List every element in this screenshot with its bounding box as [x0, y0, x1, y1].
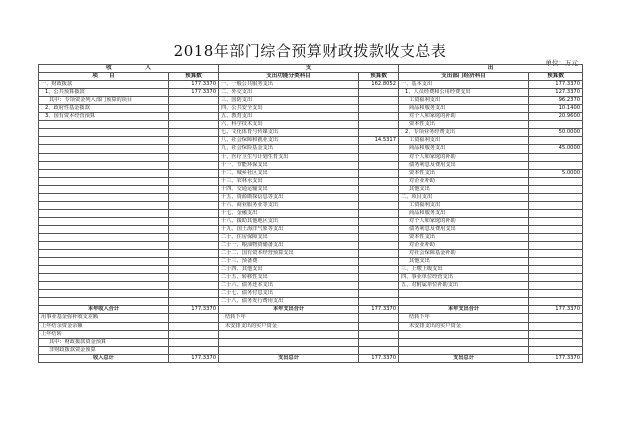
- econ-subject: 工资福利支出: [399, 97, 529, 105]
- econ-subject: 对社会保障基金补助: [399, 250, 529, 258]
- expense-header: 支: [219, 65, 399, 73]
- econ-subject: 对企业补助: [399, 242, 529, 250]
- func-subject: 二十七、债务付息支出: [219, 290, 359, 298]
- income-value: [169, 137, 219, 145]
- income-value: [169, 201, 219, 209]
- econ-value: [529, 177, 583, 185]
- income-value: [169, 242, 219, 250]
- header-row-columns: [39, 73, 583, 81]
- income-item: 用事业基金弥补收支差额: [39, 314, 169, 322]
- func-subject: 九、社会保险基金支出: [219, 145, 359, 153]
- income-item: [39, 137, 169, 145]
- income-value: [169, 266, 219, 274]
- func-subject: 二十三、预备费: [219, 258, 359, 266]
- income-value: 177.3370: [169, 89, 219, 97]
- econ-subject: 债务利息及费用支出: [399, 225, 529, 233]
- func-value: [359, 97, 399, 105]
- income-value: [169, 209, 219, 217]
- extra-row: [39, 346, 583, 354]
- income-item: 上年结转: [39, 330, 169, 338]
- econ-subject: 未安排支出的实户资金: [399, 322, 529, 330]
- func-value: [359, 225, 399, 233]
- income-item: [39, 282, 169, 290]
- page-title: 2018年部门综合预算财政拨款收支总表: [173, 42, 447, 60]
- econ-value: [529, 250, 583, 258]
- func-subject: [219, 330, 359, 338]
- econ-subject: 三、上缴上级支出: [399, 266, 529, 274]
- econ-value: [529, 322, 583, 330]
- expense-header-2: 出: [399, 65, 583, 73]
- func-value: [359, 330, 399, 338]
- income-item: [39, 258, 169, 266]
- econ-value: 5.0000: [529, 169, 583, 177]
- econ-subject: [399, 298, 529, 306]
- table-row: [39, 145, 583, 153]
- income-item: 其中：专项资金列入部门预算的项目: [39, 97, 169, 105]
- table-row: [39, 282, 583, 290]
- func-subject: 十五、资源勘探信息等支出: [219, 193, 359, 201]
- func-subject: 十四、交通运输支出: [219, 185, 359, 193]
- table-row: [39, 250, 583, 258]
- func-subject: 二十四、其他支出: [219, 266, 359, 274]
- income-value: [169, 274, 219, 282]
- econ-subject: 四、事业单位经营支出: [399, 274, 529, 282]
- income-value: [169, 322, 219, 330]
- func-value: [359, 185, 399, 193]
- income-value: [169, 113, 219, 121]
- econ-subject: 工资福利支出: [399, 201, 529, 209]
- table-row: [39, 193, 583, 201]
- func-value: [359, 258, 399, 266]
- income-value: [169, 121, 219, 129]
- func-subject: 十一、节能环保支出: [219, 161, 359, 169]
- table-row: [39, 81, 583, 89]
- func-value: [359, 242, 399, 250]
- func-value: [359, 266, 399, 274]
- func-subject: 二、外交支出: [219, 89, 359, 97]
- table-row: [39, 274, 583, 282]
- func-subject: 二十八、债务发行费用支出: [219, 298, 359, 306]
- func-value: [359, 274, 399, 282]
- func-value: [359, 129, 399, 137]
- econ-subject: 五、对附属单位补助支出: [399, 282, 529, 290]
- func-subject: 五、教育支出: [219, 113, 359, 121]
- econ-value: [529, 185, 583, 193]
- func-subject: 二十二、国有资本经营预算支出: [219, 250, 359, 258]
- income-value: [169, 105, 219, 113]
- func-value: [359, 177, 399, 185]
- income-item: [39, 193, 169, 201]
- econ-total-label: 本年支出合计: [399, 306, 529, 314]
- func-subject: 七、文化体育与传媒支出: [219, 129, 359, 137]
- income-total-value: 177.3370: [169, 354, 219, 362]
- unit-label: 单位：万元: [545, 59, 578, 67]
- econ-value: 50.0000: [529, 129, 583, 137]
- income-value: [169, 346, 219, 354]
- econ-value: 177.3370: [529, 81, 583, 89]
- income-item: [39, 169, 169, 177]
- func-subject: 四、公共安全支出: [219, 105, 359, 113]
- econ-subject: 对企业补助: [399, 177, 529, 185]
- income-value: [169, 97, 219, 105]
- header-row-top: [39, 65, 583, 73]
- total-row: [39, 306, 583, 314]
- income-item: [39, 250, 169, 258]
- income-item: [39, 121, 169, 129]
- income-value: [169, 338, 219, 346]
- func-subject: 十九、国土海洋气象等支出: [219, 225, 359, 233]
- table-row: [39, 242, 583, 250]
- econ-value: [529, 153, 583, 161]
- income-item: [39, 290, 169, 298]
- table-row: [39, 161, 583, 169]
- income-item: 其中：财政拨款资金预算: [39, 338, 169, 346]
- econ-subject: 对个人和家庭的补助: [399, 113, 529, 121]
- income-item: 3、国有资本经营预算: [39, 113, 169, 121]
- col-budget-3: 预算数: [529, 73, 583, 81]
- econ-value: [529, 258, 583, 266]
- econ-value: [529, 282, 583, 290]
- func-subject: 二十一、粮油物资储备支出: [219, 242, 359, 250]
- econ-total-value: 177.3370: [529, 354, 583, 362]
- func-value: [359, 314, 399, 322]
- func-value: [359, 282, 399, 290]
- income-item: 1、公共预算拨款: [39, 89, 169, 97]
- func-value: [359, 233, 399, 241]
- econ-value: [529, 290, 583, 298]
- income-item: [39, 233, 169, 241]
- econ-value: [529, 193, 583, 201]
- income-item: [39, 217, 169, 225]
- func-value: [359, 161, 399, 169]
- col-econ-subject: 支出部门经济科目: [399, 73, 529, 81]
- table-row: [39, 225, 583, 233]
- income-item: 2、政府性基金拨款: [39, 105, 169, 113]
- table-row: [39, 201, 583, 209]
- grand-total-row: [39, 354, 583, 362]
- econ-subject: 其他支出: [399, 258, 529, 266]
- income-item: [39, 201, 169, 209]
- func-subject: 十二、城乡社区支出: [219, 169, 359, 177]
- income-item: [39, 185, 169, 193]
- income-value: [169, 177, 219, 185]
- func-subject: [219, 338, 359, 346]
- expense-total-value: 177.3370: [359, 354, 399, 362]
- func-value: [359, 113, 399, 121]
- extra-row: [39, 330, 583, 338]
- econ-subject: 结转下年: [399, 314, 529, 322]
- econ-subject: 2、专项业务经费支出: [399, 129, 529, 137]
- col-func-subject: 支出功能分类科目: [219, 73, 359, 81]
- econ-value: [529, 346, 583, 354]
- econ-subject: 资本性支出: [399, 169, 529, 177]
- econ-subject: 商品和服务支出: [399, 209, 529, 217]
- econ-subject: 商品和服务支出: [399, 105, 529, 113]
- func-value: [359, 250, 399, 258]
- econ-subject: 对个人和家庭的补助: [399, 217, 529, 225]
- income-value: [169, 233, 219, 241]
- income-item: [39, 145, 169, 153]
- func-subject: 二十六、债务还本支出: [219, 282, 359, 290]
- expense-total-label: 本年支出合计: [219, 306, 359, 314]
- table-row: [39, 209, 583, 217]
- income-value: [169, 258, 219, 266]
- econ-value: [529, 121, 583, 129]
- table-row: [39, 113, 583, 121]
- func-value: 162.8052: [359, 81, 399, 89]
- func-subject: 十八、援助其他地区支出: [219, 217, 359, 225]
- econ-subject: 对个人和家庭的补助: [399, 153, 529, 161]
- table-row: [39, 233, 583, 241]
- income-value: [169, 298, 219, 306]
- econ-value: 45.0000: [529, 145, 583, 153]
- func-value: [359, 201, 399, 209]
- econ-value: [529, 242, 583, 250]
- func-subject: 二十五、转移性支出: [219, 274, 359, 282]
- func-subject: 十三、农林水支出: [219, 177, 359, 185]
- func-value: [359, 145, 399, 153]
- func-value: [359, 298, 399, 306]
- table-row: [39, 121, 583, 129]
- func-subject: 十、医疗卫生与计划生育支出: [219, 153, 359, 161]
- func-subject: [219, 346, 359, 354]
- econ-value: [529, 225, 583, 233]
- econ-subject: 商品和服务支出: [399, 145, 529, 153]
- econ-value: [529, 266, 583, 274]
- income-item: [39, 209, 169, 217]
- econ-subject: [399, 330, 529, 338]
- table-row: [39, 258, 583, 266]
- func-value: [359, 89, 399, 97]
- extra-row: [39, 338, 583, 346]
- income-total-label: 本年收入合计: [39, 306, 169, 314]
- income-value: [169, 161, 219, 169]
- func-subject: 十六、商业服务业等支出: [219, 201, 359, 209]
- econ-value: [529, 161, 583, 169]
- econ-value: [529, 217, 583, 225]
- func-value: [359, 346, 399, 354]
- table-row: [39, 290, 583, 298]
- income-item: [39, 177, 169, 185]
- func-value: [359, 338, 399, 346]
- econ-subject: 债务利息及费用支出: [399, 161, 529, 169]
- table-row: [39, 177, 583, 185]
- econ-value: [529, 338, 583, 346]
- func-value: 14.5317: [359, 137, 399, 145]
- func-value: [359, 121, 399, 129]
- income-item: [39, 161, 169, 169]
- table-row: [39, 97, 583, 105]
- econ-value: [529, 314, 583, 322]
- func-subject: 八、社会保障和就业支出: [219, 137, 359, 145]
- income-item: [39, 129, 169, 137]
- table-row: [39, 89, 583, 97]
- income-header: 收 入: [39, 65, 219, 73]
- income-value: [169, 314, 219, 322]
- econ-value: [529, 209, 583, 217]
- func-subject: 六、科学技术支出: [219, 121, 359, 129]
- econ-value: 96.2370: [529, 97, 583, 105]
- income-item: 一、财政拨款: [39, 81, 169, 89]
- func-value: [359, 153, 399, 161]
- econ-subject: [399, 346, 529, 354]
- func-value: [359, 217, 399, 225]
- econ-subject: 资本性支出: [399, 121, 529, 129]
- income-value: [169, 129, 219, 137]
- table-row: [39, 137, 583, 145]
- table-row: [39, 298, 583, 306]
- extra-row: [39, 322, 583, 330]
- econ-value: [529, 137, 583, 145]
- income-value: [169, 282, 219, 290]
- expense-total-label: 支出总计: [219, 354, 359, 362]
- func-subject: 十七、金融支出: [219, 209, 359, 217]
- table-row: [39, 129, 583, 137]
- income-value: [169, 145, 219, 153]
- econ-subject: 工资福利支出: [399, 137, 529, 145]
- func-value: [359, 290, 399, 298]
- econ-value: 127.3370: [529, 89, 583, 97]
- income-value: [169, 217, 219, 225]
- econ-total-label: 支出总计: [399, 354, 529, 362]
- econ-value: [529, 233, 583, 241]
- col-budget: 预算数: [169, 73, 219, 81]
- income-value: [169, 225, 219, 233]
- econ-subject: 其他支出: [399, 185, 529, 193]
- income-value: [169, 153, 219, 161]
- income-item: [39, 153, 169, 161]
- func-subject: 结转下年: [219, 314, 359, 322]
- income-item: 上年结余资金余额: [39, 322, 169, 330]
- income-item: [39, 274, 169, 282]
- extra-row: [39, 314, 583, 322]
- income-value: [169, 169, 219, 177]
- table-row: [39, 153, 583, 161]
- econ-value: [529, 274, 583, 282]
- econ-subject: 一、基本支出: [399, 81, 529, 89]
- income-value: [169, 330, 219, 338]
- econ-value: [529, 201, 583, 209]
- income-item: 非财政拨款资金预算: [39, 346, 169, 354]
- income-value: 177.3370: [169, 81, 219, 89]
- income-value: [169, 193, 219, 201]
- econ-subject: 1、人员经费和公用经费支出: [399, 89, 529, 97]
- income-item: [39, 298, 169, 306]
- econ-value: 20.9600: [529, 113, 583, 121]
- func-subject: 三、国防支出: [219, 97, 359, 105]
- table-row: [39, 266, 583, 274]
- func-subject: 一、一般公共服务支出: [219, 81, 359, 89]
- income-value: [169, 185, 219, 193]
- col-item: 项 目: [39, 73, 169, 81]
- func-value: [359, 169, 399, 177]
- income-item: [39, 242, 169, 250]
- func-subject: 未安排支出的实户资金: [219, 322, 359, 330]
- econ-total-value: 177.3370: [529, 306, 583, 314]
- econ-subject: [399, 338, 529, 346]
- func-value: [359, 322, 399, 330]
- col-budget-2: 预算数: [359, 73, 399, 81]
- econ-subject: 资本性支出: [399, 233, 529, 241]
- income-total-label: 收入总计: [39, 354, 169, 362]
- func-value: [359, 209, 399, 217]
- income-value: [169, 250, 219, 258]
- income-total-value: 177.3370: [169, 306, 219, 314]
- expense-total-value: 177.3370: [359, 306, 399, 314]
- income-item: [39, 266, 169, 274]
- func-value: [359, 193, 399, 201]
- econ-subject: [399, 290, 529, 298]
- table-row: [39, 217, 583, 225]
- econ-value: [529, 330, 583, 338]
- func-subject: 二十、住房保障支出: [219, 233, 359, 241]
- func-value: [359, 105, 399, 113]
- table-row: [39, 185, 583, 193]
- income-value: [169, 290, 219, 298]
- table-row: [39, 105, 583, 113]
- econ-subject: 二、项目支出: [399, 193, 529, 201]
- econ-value: [529, 298, 583, 306]
- budget-table: [38, 64, 583, 363]
- table-row: [39, 169, 583, 177]
- income-item: [39, 225, 169, 233]
- econ-value: 10.1400: [529, 105, 583, 113]
